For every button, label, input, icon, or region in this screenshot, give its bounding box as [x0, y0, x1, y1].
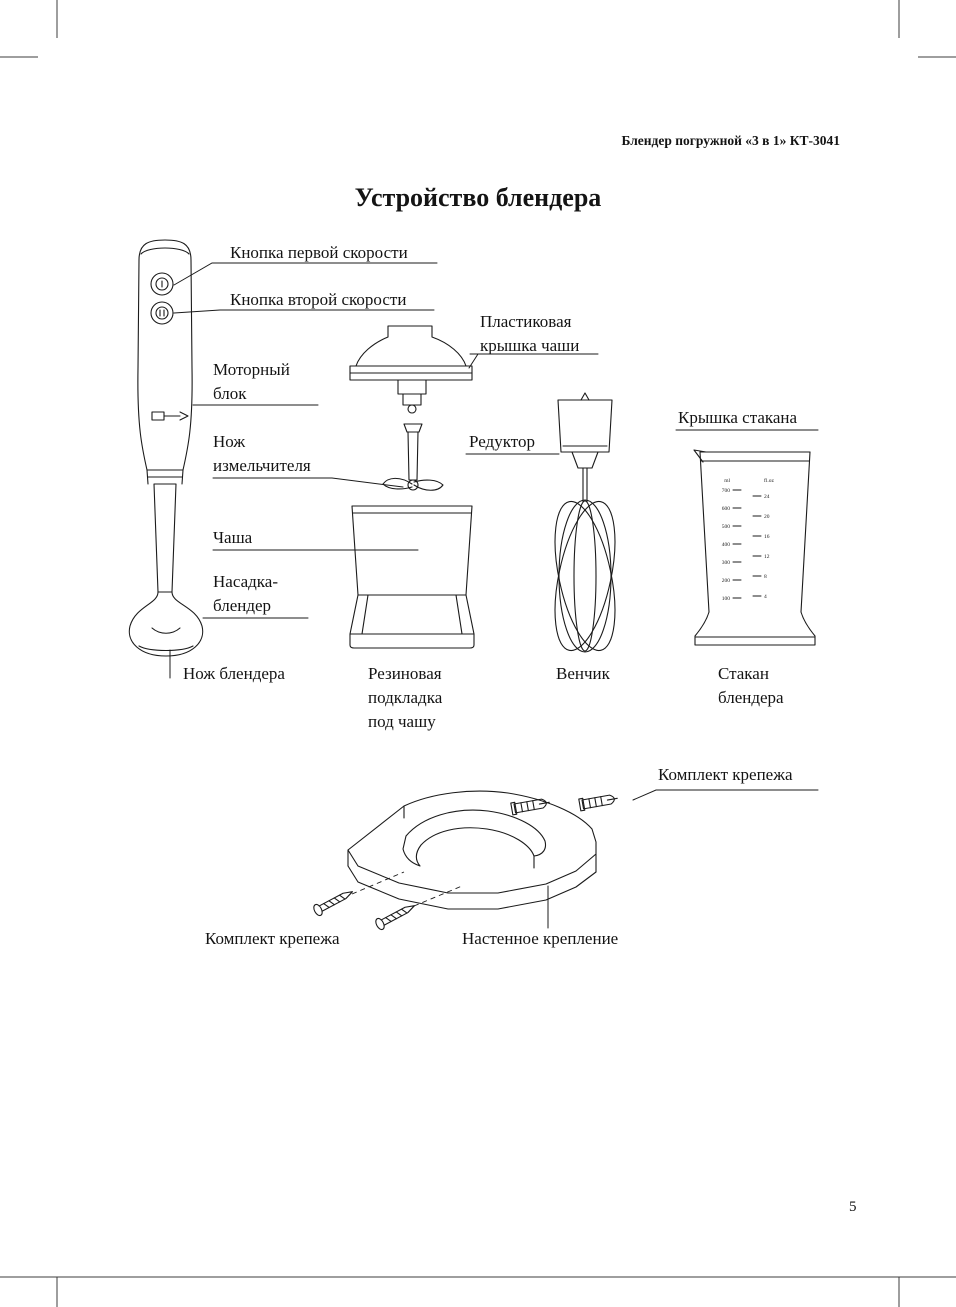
- cup-scale-mark: 12: [764, 554, 770, 560]
- label-blender-cup: [718, 662, 784, 710]
- cup-scale-mark: 100: [721, 596, 730, 602]
- label-cup-lid: Крышка стакана: [678, 408, 798, 427]
- label-fastening-kit-bottom: Комплект крепежа: [205, 929, 340, 948]
- label-plastic-lid: [480, 310, 579, 358]
- label-speed1-button: Кнопка первой скорости: [230, 243, 408, 262]
- cup-scale: [722, 477, 775, 602]
- label-bowl: Чаша: [213, 528, 253, 547]
- cup-scale-mark: 20: [764, 514, 770, 520]
- rubber-pad-icon: [350, 634, 474, 648]
- page-title: Устройство блендера: [354, 183, 602, 212]
- label-line: Стакан: [718, 664, 769, 683]
- reducer-icon: [558, 400, 612, 452]
- cup-scale-mark: 200: [721, 578, 730, 584]
- cup-scale-mark: 16: [764, 534, 770, 540]
- cup-scale-mark: 700: [721, 488, 730, 494]
- bowl-drawing: [350, 506, 474, 648]
- label-whisk: Венчик: [556, 664, 610, 683]
- label-line: Нож: [213, 432, 246, 451]
- label-chopper-knife: [213, 430, 311, 478]
- label-line: блок: [213, 384, 247, 403]
- label-wall-mount: Настенное крепление: [462, 929, 619, 948]
- cup-scale-mark: 500: [721, 524, 730, 530]
- label-motor-block: [213, 358, 290, 406]
- measuring-cup-drawing: [694, 450, 815, 645]
- cup-scale-mark: 4: [764, 594, 767, 600]
- whisk-drawing: [544, 393, 626, 656]
- dowel-icons: [511, 792, 619, 814]
- label-line: Пластиковая: [480, 312, 572, 331]
- label-line: под чашу: [368, 712, 436, 731]
- cup-scale-mark: 8: [764, 574, 767, 580]
- label-blender-knife: Нож блендера: [183, 664, 285, 683]
- cup-unit-left: ml: [724, 478, 730, 484]
- label-line: блендер: [213, 596, 272, 615]
- cup-unit-right: fl.oz: [764, 478, 774, 484]
- chopper-lid-drawing: [350, 326, 472, 413]
- hand-blender-drawing: [129, 240, 202, 656]
- label-reducer: Редуктор: [469, 432, 535, 451]
- label-line: Насадка-: [213, 572, 278, 591]
- chopper-knife-drawing: [383, 424, 443, 490]
- screw-icons: [312, 872, 462, 931]
- label-line: Моторный: [213, 360, 290, 379]
- label-line: крышка чаши: [480, 336, 580, 355]
- label-line: Резиновая: [368, 664, 442, 683]
- wall-mount-drawing: [348, 791, 596, 909]
- label-fastening-kit-top: Комплект крепежа: [658, 765, 793, 784]
- page-number: 5: [849, 1199, 857, 1215]
- cup-scale-mark: 400: [721, 542, 730, 548]
- blender-knife-icon: [152, 628, 180, 633]
- cup-scale-mark: 300: [721, 560, 730, 566]
- speed2-button-icon: [151, 302, 173, 324]
- label-line: блендера: [718, 688, 784, 707]
- cup-scale-mark: 600: [721, 506, 730, 512]
- label-speed2-button: Кнопка второй скорости: [230, 290, 407, 309]
- cup-scale-mark: 24: [764, 494, 770, 500]
- label-line: подкладка: [368, 688, 443, 707]
- document-header: Блендер погружной «3 в 1» КТ-3041: [621, 133, 840, 148]
- label-rubber-pad: [368, 662, 442, 734]
- label-line: измельчителя: [213, 456, 311, 475]
- label-blender-attachment: [213, 570, 278, 618]
